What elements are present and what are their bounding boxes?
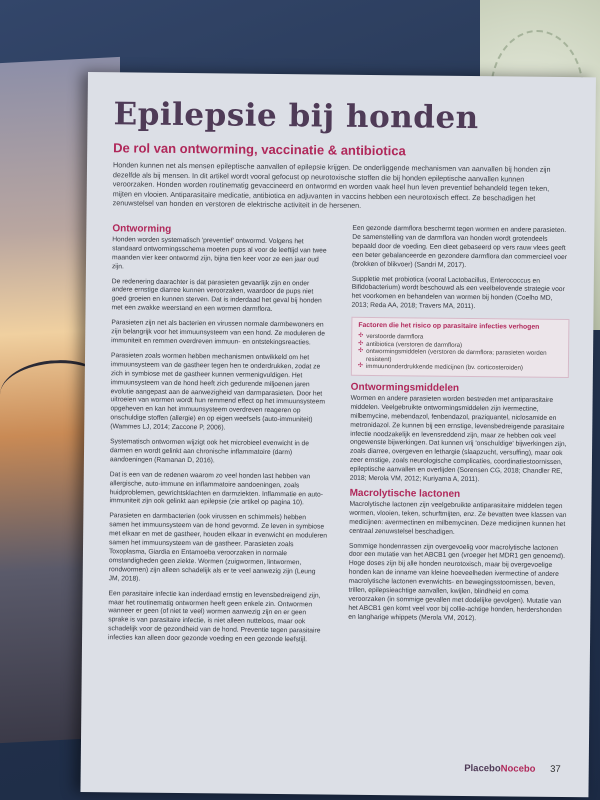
page-footer — [464, 763, 561, 775]
brand-placebo: Placebo — [464, 762, 501, 775]
right-column — [348, 225, 570, 631]
paragraph: Macrolytische lactonen zijn veelgebruikte antiparasitaire middelen tegen wormen, vlooien, teken, schurftmijten, enz. Ze bevatten twee klassen van medicijnen: avermectinen en milbemycinen. Deze medicijnen kunnen het centraal zenuwstelsel beschadigen. — [349, 500, 567, 536]
paragraph: Dat is een van de redenen waarom zo veel honden last hebben van allergische, auto-immune en inflammatoire aandoeningen, zoals huidproblemen, gewrichtsklachten en darmziekten. Inflammatie en auto-immuniteit zijn ook gelinkt aan epilepsie (zie artikel op pagina 10). — [109, 471, 323, 507]
list-item: ✣ ontwormingsmiddelen (verstoren de darmflora; parasieten worden resistent) — [358, 348, 547, 364]
paragraph: Suppletie met probiotica (vooral Lactobacillus, Enterococcus en Bifidobacterium) wordt beschouwd als een veelbelovende strategie voor het voorkomen en behandelen van wormen bij honden (Coelho MD, 2013; Reda AA, 2018; Travers MA, 2011). — [351, 275, 565, 311]
cross-bullet-icon: ✣ — [357, 363, 363, 370]
article-intro: Honden kunnen net als mensen epileptische aanvallen of epilepsie krijgen. De onderliggende mechanismen van aanvallen bij honden zijn dezelfde als bij mensen. In dit artikel wordt vooral gefocust op neurotoxische stoffen die bij honden epileptische aanvallen kunnen veroorzaken. Honden worden routinematig gevaccineerd en ontwormd en worden vaak heel hun leven preventief behandeld tegen teken, mijten en vlooien. Antiparasitaire medicatie, antibiotica en adjuvanten in vaccins hebben een neurotoxisch effect. Ze beschadigen het zenuwstelsel van honden en verstoren de elektrische activiteit in de hersenen. — [112, 160, 551, 211]
section-heading-ontwormingsmiddelen: Ontwormingsmiddelen — [350, 381, 460, 394]
paragraph: Parasieten zijn net als bacterien en virussen normale darmbewoners en zijn belangrijk voor het immuunsysteem van een hond. Ze moduleren de immuniteit en remmen overdreven immuun- en ontstekingsreacties. — [111, 319, 326, 347]
paragraph: De redenering daarachter is dat parasieten gevaarlijk zijn en onder andere ernstige diarree kunnen veroorzaken, waardoor de pups niet goed groeien en kunnen sterven. Dat is inderdaad het geval bij honden met een zwakke weerstand en een wormen darmflora. — [111, 277, 322, 314]
page-number: 37 — [550, 763, 561, 775]
cross-bullet-icon: ✣ — [358, 348, 364, 355]
cross-bullet-icon: ✣ — [358, 332, 364, 339]
section-heading-ontworming: Ontworming — [112, 223, 172, 235]
brand-nocebo: Nocebo — [500, 763, 536, 775]
left-column — [108, 222, 330, 651]
paragraph: Wormen en andere parasieten worden bestreden met antiparasitaire middelen. Veelgebruikte ontwormingsmiddelen zijn ivermectine, milbemycine, mebendazol, fenbendazol, praziquantel, niclosamide en metronidazol. Ze kunnen bij een ernstige, levensbedreigende parasitaire infectie noodzakelijk en levensreddend zijn, maar ze hebben ook veel ongewenste bijwerkingen. Dat kunnen vrij 'onschuldige' bijwerkingen zijn, zoals diarree, overgeven en lethargie (slaapzucht, versuffing), maar ook zeer ernstige, zoals neurologische complicaties, coordinatiestoornissen, epileptische aanvallen en overlijden (Sorensen CG, 2018; Chandler RE, 2018; Merola VM, 2012; Kuriyama A, 2011). — [349, 394, 567, 484]
paragraph: Een parasitaire infectie kan inderdaad ernstig en levensbedreigend zijn, maar het routinematig ontwormen heeft geen enkele zin. Ontwormen wanneer er geen (of niet te veel) wormen aanwezig zijn en er geen sprake is van parasitaire infectie, is niet alleen nutteloos, maar ook schadelijk voor de gezondheid van de hond. Preventie tegen parasitaire infecties kan alleen door gezonde voeding en een gezonde leefstijl. — [108, 589, 321, 644]
paragraph: Een gezonde darmflora beschermt tegen wormen en andere parasieten. De samenstelling van de darmflora van honden wordt grotendeels bepaald door de voeding. Een dieet gebaseerd op vers rauw vlees geeft een beter gebalanceerde en gezondere darmflora dan commercieel voer (brokken of blikvoer) (Sandri M, 2017). — [351, 224, 568, 269]
magazine-page — [80, 72, 596, 797]
list-item: ✣ antibiotica (verstoren de darmflora) — [358, 340, 463, 349]
section-heading-macrolytische-lactonen: Macrolytische lactonen — [349, 487, 461, 500]
paragraph: Honden worden systematisch 'preventief' ontwormd. Volgens het standaard ontwormingsschema moeten pups al voor de leeftijd van twee maanden vier keer ontwormd zijn, bijna tien keer voor ze een jaar oud zijn. — [111, 236, 327, 271]
paragraph: Systematisch ontwormen wijzigt ook het microbieel evenwicht in de darmen en wordt gelinkt aan chronische inflammatoire (darm) aandoeningen (Ramanan D, 2016). — [109, 438, 310, 465]
risk-factors-box — [351, 317, 570, 378]
list-item: ✣ verstoorde darmflora — [358, 332, 424, 341]
risk-factors-list — [358, 333, 562, 373]
cross-bullet-icon: ✣ — [358, 340, 364, 347]
article-title: Epilepsie bij honden — [113, 96, 479, 137]
paragraph: Sommige hondenrassen zijn overgevoelig voor macrolytische lactonen door een mutatie van het ABCB1 gen (vroeger het MDR1 gen genoemd). Hoge doses zijn bij alle honden neurotoxisch, maar bij overgevoelige honden kan de inname van kleine hoeveelheden ivermectine of andere macrolytische lactonen evenwichts- en bewegingsstoornissen, beven, trillen, epilepsieachtige aanvallen, kwijlen, blindheid en coma veroorzaken (in sommige gevallen met dodelijke gevolgen). Mutatie van het ABCB1 gen komt veel voor bij collie-achtige honden, herdershonden en langharige whippets (Merola VM, 2012). — [348, 542, 565, 622]
list-item: ✣ immuunonderdrukkende medicijnen (bv. corticosteroiden) — [357, 363, 524, 373]
risk-factors-title: Factoren die het risico op parasitaire infecties verhogen — [358, 322, 540, 331]
paragraph: Parasieten zoals wormen hebben mechanismen ontwikkeld om het immuunsysteem van de gastheer tegen hen te onderdrukken, zodat ze zich in symbiose met de gastheer kunnen vermenigvuldigen. Het immuunsysteem van de hond heeft zich gedurende miljoenen jaren evolutie aangepast aan de aanwezigheid van darmparasieten. Door het uitroeien van wormen wordt hun remmend effect op het immuunsysteem opgeheven en kan het immuunsysteem overdreven reageren op onschuldige stoffen (allergie) en op eigen weefsels (auto-immuniteit) (Wammes LJ, 2014; Zaccone P, 2006). — [110, 352, 325, 432]
paragraph: Parasieten en darmbacterien (ook virussen en schimmels) hebben samen het immuunsysteem van de hond gevormd. Ze leven in symbiose met elkaar en met de gastheer, houden elkaar in evenwicht en moduleren samen het immuunsysteem van de gastheer. Parasieten zoals Toxoplasma, Giardia en Entamoeba veroorzaken in normale omstandigheden geen ziekte. Wormen (zuigwormen, lintwormen, rondwormen) zijn alleen schadelijk als er te veel aanwezig zijn (Leung JM, 2018). — [108, 512, 328, 583]
article-subtitle: De rol van ontworming, vaccinatie & antibiotica — [113, 140, 406, 159]
